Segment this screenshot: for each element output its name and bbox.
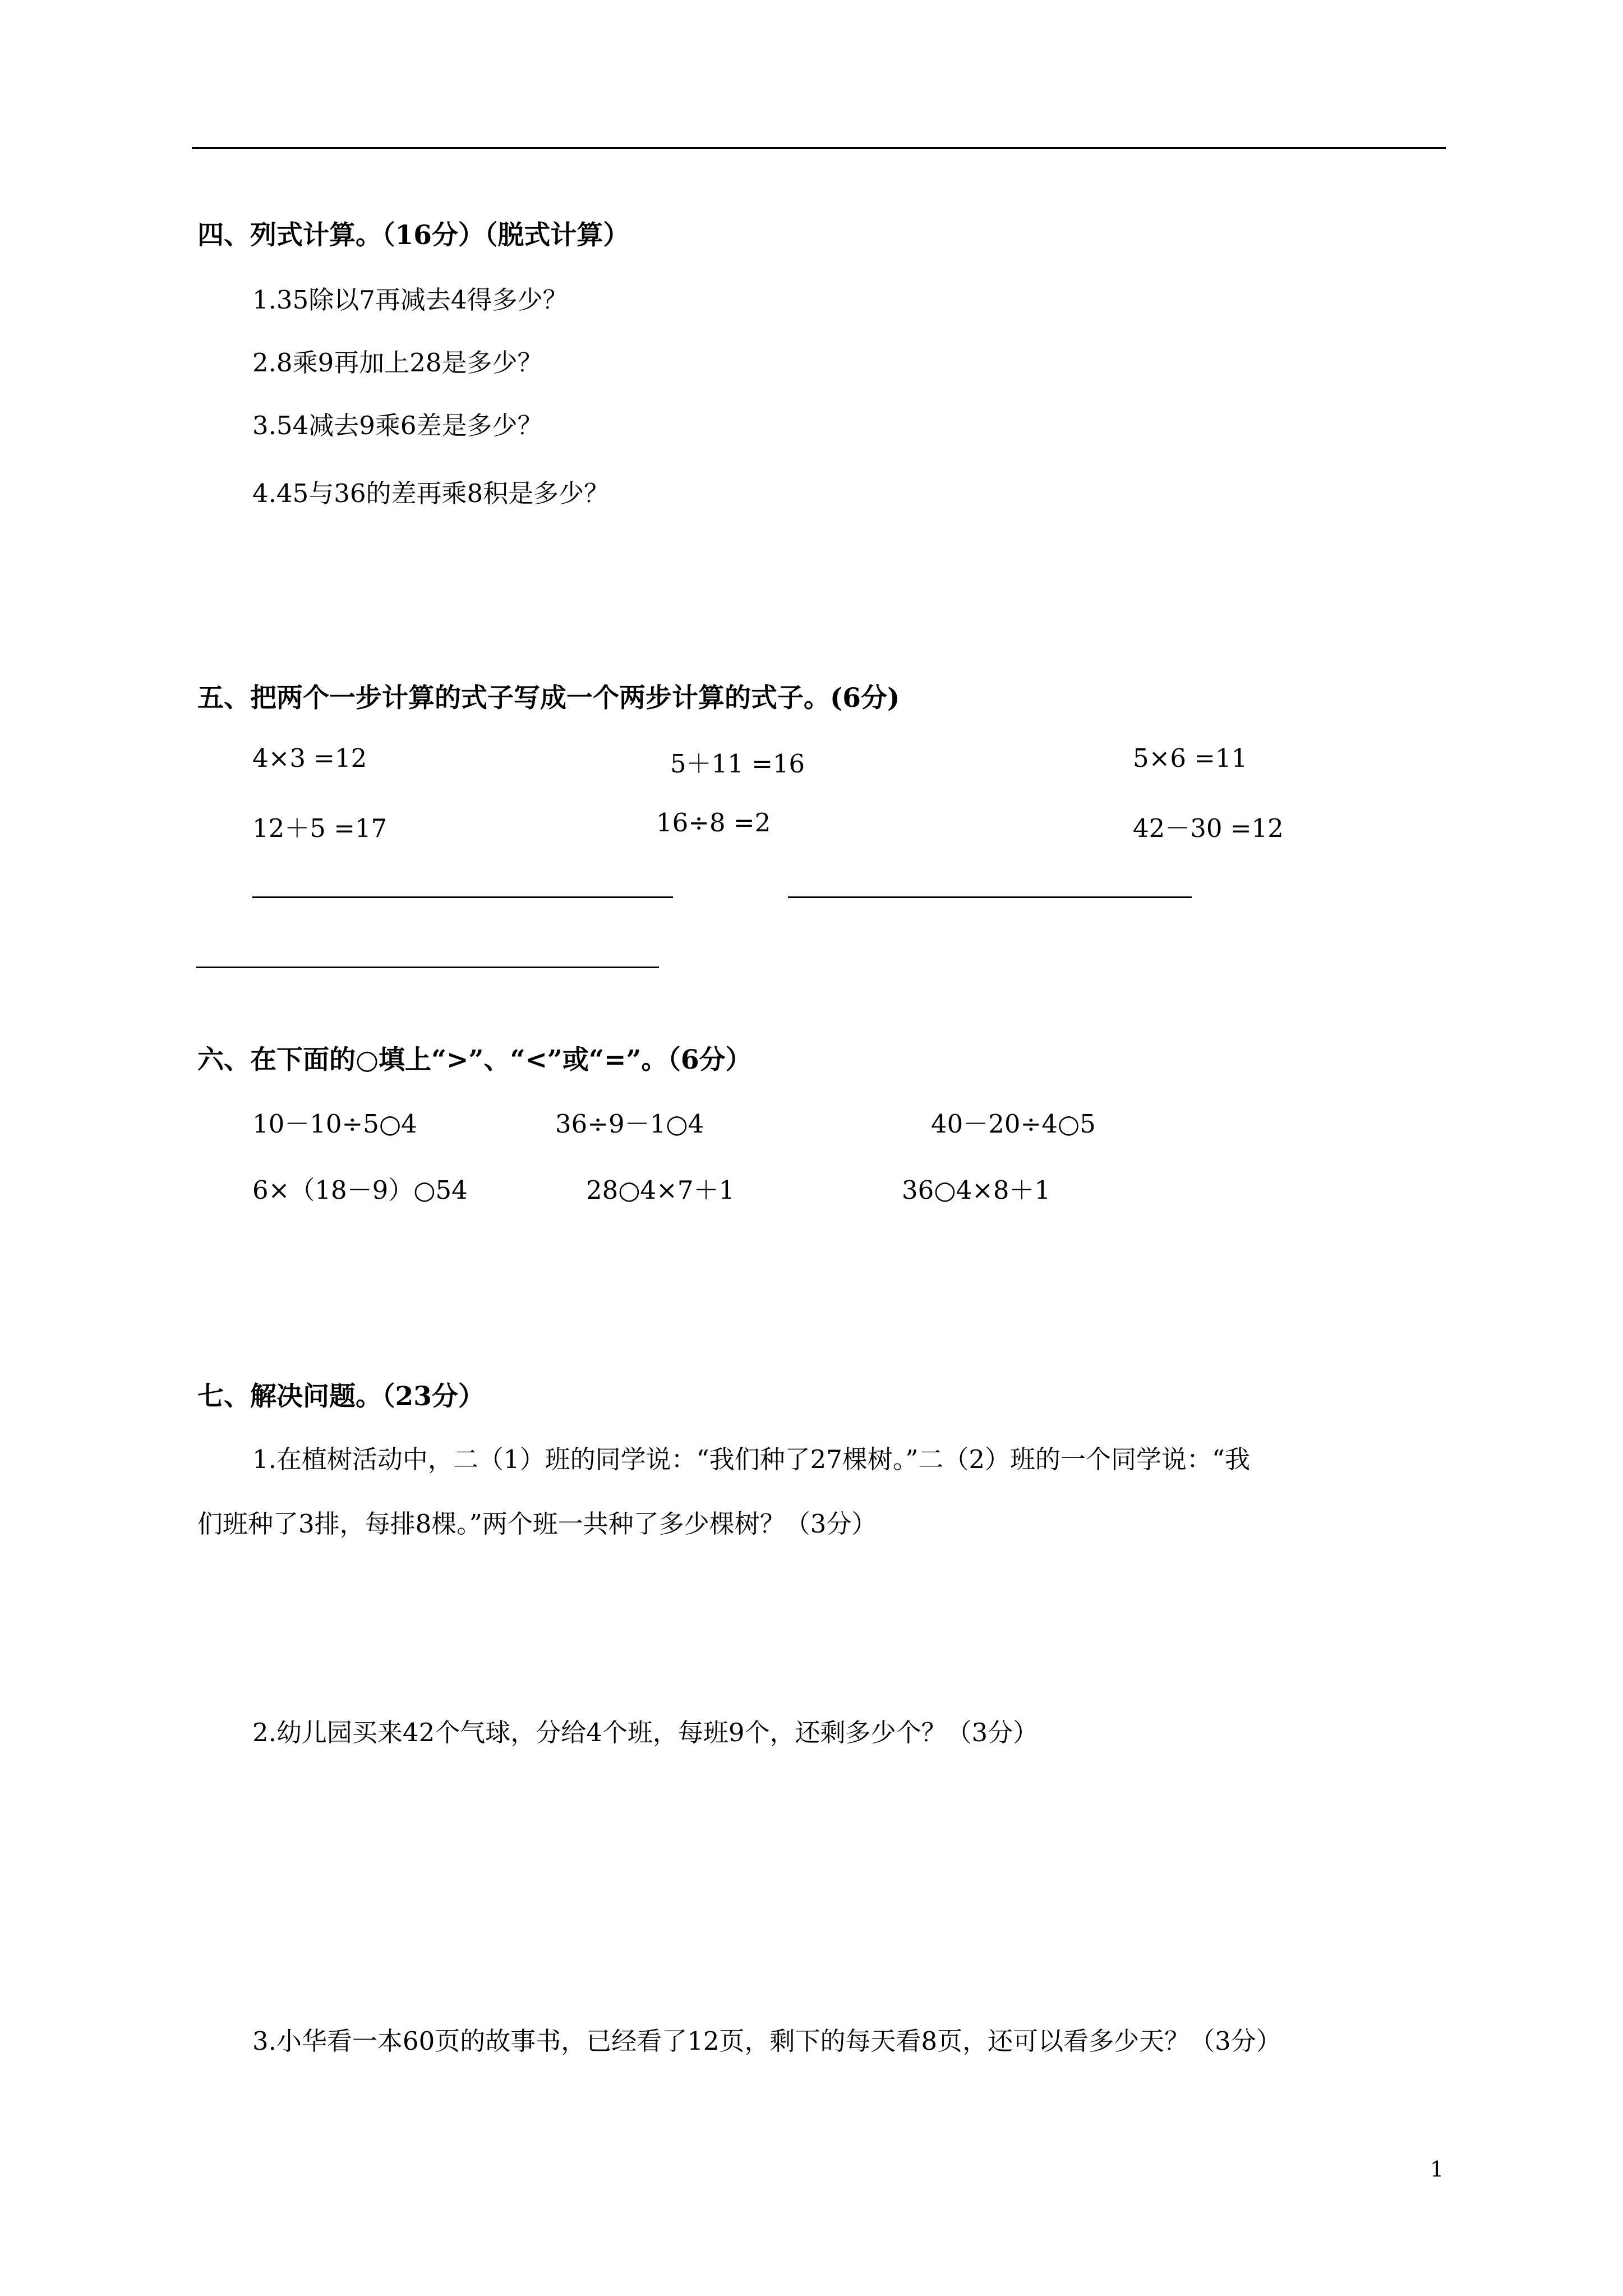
section-6-title: 六、在下面的○填上“>”、“<”或“=”。（6分） bbox=[197, 1045, 752, 1075]
problem-3: 3.小华看一本60页的故事书，已经看了12页，剩下的每天看8页，还可以看多少天？（3分） bbox=[252, 2026, 1281, 2056]
section-4-title: 四、列式计算。（16分）（脱式计算） bbox=[197, 220, 630, 251]
problem-1-line-2: 们班种了3排，每排8棵。”两个班一共种了多少棵树？（3分） bbox=[197, 1509, 877, 1539]
problem-1-line-1: 1.在植树活动中，二（1）班的同学说：“我们种了27棵树。”二（2）班的一个同学说：“我 bbox=[252, 1444, 1250, 1474]
equation: 16÷8 =2 bbox=[656, 808, 771, 838]
section-5-title: 五、把两个一步计算的式子写成一个两步计算的式子。(6分) bbox=[197, 683, 900, 714]
comparison: 40－20÷4○5 bbox=[931, 1109, 1096, 1139]
section-4-item-2: 2.8乘9再加上28是多少？ bbox=[252, 348, 543, 378]
section-4-item-3: 3.54减去9乘6差是多少？ bbox=[252, 411, 543, 440]
section-4-item-1: 1.35除以7再减去4得多少？ bbox=[252, 285, 568, 315]
section-7-title: 七、解决问题。（23分） bbox=[197, 1381, 485, 1412]
comparison: 28○4×7＋1 bbox=[586, 1175, 735, 1205]
comparison: 36○4×8＋1 bbox=[902, 1175, 1051, 1205]
comparison: 6×（18－9）○54 bbox=[252, 1175, 468, 1205]
section-4-item-4: 4.45与36的差再乘8积是多少？ bbox=[252, 478, 610, 508]
comparison: 36÷9－1○4 bbox=[555, 1109, 704, 1139]
header-rule bbox=[192, 147, 1446, 149]
equation: 5×6 =11 bbox=[1133, 743, 1248, 773]
equation: 5＋11 =16 bbox=[670, 749, 805, 779]
equation: 4×3 =12 bbox=[252, 743, 367, 773]
answer-line bbox=[196, 967, 659, 968]
page-number: 1 bbox=[1430, 2157, 1444, 2182]
equation: 12＋5 =17 bbox=[252, 813, 388, 843]
problem-2: 2.幼儿园买来42个气球，分给4个班，每班9个，还剩多少个？（3分） bbox=[252, 1718, 1039, 1747]
comparison: 10－10÷5○4 bbox=[252, 1109, 417, 1139]
answer-line bbox=[252, 896, 673, 898]
equation: 42－30 =12 bbox=[1133, 813, 1284, 843]
answer-line bbox=[788, 896, 1192, 898]
